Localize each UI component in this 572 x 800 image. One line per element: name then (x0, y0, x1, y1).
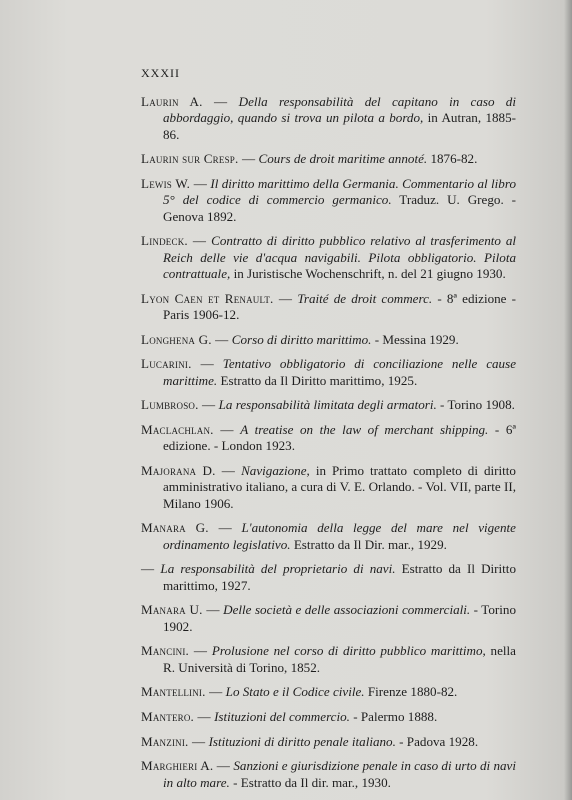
entry-title: Contratto di diritto pubblico relativo al trasferimento al Reich delle vie d'acqua navigabili. Pilota obbligatorio. Pilota contrattuale, (163, 233, 517, 282)
bibliography-entry (141, 332, 516, 348)
entry-author: Laurin A. — (141, 94, 228, 109)
entry-author: Laurin sur Cresp. — (141, 151, 256, 167)
entry-details: in Primo trattato completo di diritto amministrativo italiano, a cura di V. E. Orlando. - Vol. VII, parte II, Milano 1906. (163, 463, 516, 511)
bibliography-entry (141, 602, 516, 635)
bibliography-entry (141, 643, 516, 676)
bibliography-entry (141, 356, 516, 389)
bibliography-entry (141, 684, 516, 700)
entry-details: Traduz. U. Grego. - Genova 1892. (163, 192, 516, 224)
entry-title: Cours de droit maritime annoté. (258, 151, 428, 167)
entry-details: in Autran, 1885-86. (163, 110, 516, 142)
entry-details: in Juristische Wochenschrift, n. del 21 giugno 1930. (233, 266, 506, 282)
bibliography-entry (141, 463, 516, 512)
entry-title: Lo Stato e il Codice civile. (225, 684, 365, 700)
entry-author: Maclachlan. — (141, 422, 234, 437)
page-edge-shadow (564, 0, 572, 800)
bibliography-entry (141, 561, 516, 594)
page-number: XXXII (141, 66, 180, 80)
entry-title: Navigazione, (241, 463, 310, 478)
bibliography-entry (141, 151, 516, 167)
entry-title: Delle società e delle associazioni commerciali. (223, 602, 471, 618)
entry-title: La responsabilità limitata degli armatori. (218, 397, 437, 413)
entry-details: - Padova 1928. (399, 733, 479, 749)
bibliography-list (141, 94, 516, 799)
entry-details: - Estratto da Il dir. mar., 1930. (233, 774, 391, 790)
entry-author: Manara U. — (141, 602, 220, 618)
bibliography-entry (141, 291, 516, 324)
entry-details: - Torino 1908. (440, 397, 515, 413)
entry-author: Majorana D. — (141, 463, 236, 478)
entry-title: A treatise on the law of merchant shipping. (240, 422, 489, 437)
entry-author: Lucarini. — (141, 356, 214, 372)
entry-author: Manzini. — (141, 733, 206, 749)
entry-details: Estratto da Il Diritto marittimo, 1925. (220, 372, 418, 388)
entry-title: Della responsabilità del capitano in caso di abbordaggio, quando si trova un pilota a bordo, (163, 94, 516, 126)
entry-title: Istituzioni del commercio. (214, 709, 350, 724)
entry-author: Manara G. — (141, 520, 232, 536)
entry-author: Mantero. — (141, 709, 211, 724)
entry-details: - Palermo 1888. (353, 709, 438, 724)
bibliography-entry (141, 734, 516, 750)
bibliography-entry (141, 233, 516, 282)
entry-author: Mantellini. — (141, 684, 223, 700)
entry-details: - 8ª edizione - Paris 1906-12. (163, 290, 516, 323)
bibliography-entry (141, 758, 516, 791)
entry-title: Traité de droit commerc. (297, 290, 433, 306)
entry-title: Il diritto marittimo della Germania. Commentario al libro 5° del codice di commercio germanico. (163, 176, 516, 208)
entry-title: Corso di diritto marittimo. (231, 331, 372, 347)
entry-title: La responsabilità del proprietario di navi. (160, 561, 396, 577)
entry-title: Prolusione nel corso di diritto pubblico marittimo, (211, 643, 486, 659)
entry-author: Lewis W. — (141, 176, 207, 191)
entry-author: Lindeck. — (141, 233, 207, 249)
entry-details: - Torino 1902. (163, 602, 516, 634)
entry-title: Tentativo obbligatorio di conciliazione nelle cause marittime. (163, 356, 517, 388)
bibliography-entry (141, 422, 516, 455)
entry-details: Estratto da Il Dir. mar., 1929. (293, 536, 447, 552)
entry-details: 1876-82. (430, 151, 478, 167)
entry-title: Istituzioni di diritto penale italiano. (208, 733, 396, 749)
bibliography-entry (141, 397, 516, 413)
entry-author: Mancini. — (141, 643, 208, 659)
entry-details: Estratto da Il Diritto marittimo, 1927. (163, 561, 516, 593)
entry-author: — (141, 561, 155, 577)
entry-details: nella R. Università di Torino, 1852. (163, 643, 516, 675)
entry-details: - 6ª edizione. - London 1923. (163, 422, 516, 454)
entry-details: Firenze 1880-82. (367, 684, 458, 700)
bibliography-entry (141, 520, 516, 553)
bibliography-entry (141, 709, 516, 725)
entry-author: Marghieri A. — (141, 758, 231, 774)
bibliography-entry (141, 176, 516, 225)
entry-title: Sanzioni e giurisdizione penale in caso di urto di navi in alto mare. (163, 758, 516, 790)
entry-details: - Messina 1929. (374, 331, 459, 347)
entry-author: Lumbroso. — (141, 397, 216, 413)
entry-author: Longhena G. — (141, 331, 229, 347)
entry-title: L'autonomia della legge del mare nel vigente ordinamento legislativo. (163, 520, 516, 552)
entry-author: Lyon Caen et Renault. — (141, 290, 293, 306)
bibliography-entry (141, 94, 516, 143)
